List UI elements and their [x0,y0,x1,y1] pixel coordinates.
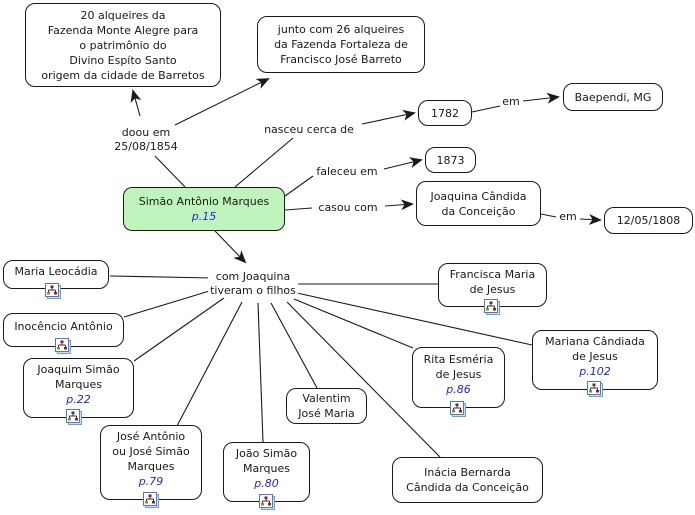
concept-spouse[interactable] [416,181,541,226]
concept-text: 12/05/1808 [616,214,681,227]
concept-text: José Maria [298,407,355,420]
edge-casou-to-spouse [385,204,412,206]
edge-root-to-faleceu-label [285,176,313,196]
page-reference[interactable]: p.86 [446,382,471,396]
concept-text: Marques [54,378,102,391]
page-reference[interactable]: p.102 [579,365,611,378]
concept-map-resource-icon[interactable] [54,338,72,355]
edge-1782-to-em-label [472,106,500,112]
concept-text: Francisco José Barreto [280,53,402,66]
concept-map-resource-icon[interactable] [586,381,604,398]
link-label-nasceu-cerca-de[interactable]: nasceu cerca de [264,123,354,136]
link-label-text: doou em [121,126,171,139]
concept-map-resource-icon[interactable] [449,401,467,418]
edge-filhos-to-joao [258,303,263,442]
concept-text: Divino Espíto Santo [69,53,177,67]
concept-map-resource-icon[interactable] [483,299,501,316]
page-reference[interactable]: p.22 [66,393,91,406]
link-label-doou-em[interactable] [112,126,179,154]
concept-donation[interactable] [25,3,221,87]
concept-fortaleza[interactable] [257,16,425,73]
edge-filhos-to-rita [294,299,413,348]
concept-birth-year[interactable] [418,100,472,126]
edge-filhos-to-maria [110,276,212,278]
concept-text: 1873 [436,153,465,167]
edge-em-to-baependi [523,97,558,101]
edge-root-to-doou-label [155,156,185,187]
concept-jose-antonio-marques[interactable] [100,425,202,500]
concept-text: Marques [242,462,290,475]
link-label-casou-com[interactable]: casou com [318,201,378,214]
concept-text: Mariana Cândiada [545,335,645,348]
link-label-text: 25/08/1854 [114,140,178,153]
concept-map-resource-icon[interactable] [142,492,160,509]
edge-em-to-marriage-date [580,219,600,220]
link-label-com-joaquina-tiveram[interactable] [208,270,298,298]
edge-root-to-filhos-label [215,231,245,262]
concept-text: Marques [127,460,175,473]
concept-valentim-jose-maria[interactable] [286,388,367,424]
edge-nasceu-to-1782 [362,113,414,124]
edge-filhos-to-jose [177,302,242,426]
concept-text: 1782 [431,106,459,120]
link-label-faleceu-em[interactable]: faleceu em [316,165,378,178]
concept-text: João Simão [235,447,298,460]
edge-filhos-to-joaquim [134,298,224,361]
concept-text: Baependi, MG [574,90,652,104]
edge-doou-to-donation [133,91,140,116]
concept-death-year[interactable] [425,147,476,173]
concept-rita-esmeria[interactable] [412,347,505,408]
concept-text: ou José Simão [112,445,190,458]
concept-text: Rita Esméria [423,352,494,366]
concept-text: Cândida da Conceição [406,481,529,494]
page-reference[interactable]: p.80 [254,477,279,490]
link-label-text: tiveram o filhos [210,284,296,297]
concept-text: Inocêncio Antônio [14,320,113,333]
concept-text: junto com 26 alqueires [277,23,405,36]
link-label-em-birth[interactable]: em [502,95,520,108]
concept-root-simao-antonio-marques[interactable] [123,187,285,231]
concept-text: Valentim [302,392,351,405]
concept-text: da Conceição [441,204,516,218]
concept-text: o patrimônio do [79,38,167,52]
page-reference[interactable]: p.15 [191,210,217,223]
concept-text: Joaquim Simão [37,363,120,376]
concept-text: Fazenda Monte Alegre para [47,23,199,37]
concept-map-resource-icon[interactable] [258,494,276,511]
link-label-em-marriage[interactable]: em [559,210,577,223]
concept-map-resource-icon[interactable] [44,283,62,300]
concept-text: 20 alqueires da [80,8,166,22]
edge-root-to-casou-label [285,208,312,210]
edge-filhos-to-valentim [271,303,317,388]
link-label-text: com Joaquina [215,270,291,283]
concept-map-resource-icon[interactable] [65,409,83,426]
concept-text: de Jesus [435,367,482,381]
edge-spouse-to-em-label [541,214,556,217]
concept-text: de Jesus [469,282,516,296]
concept-text: de Jesus [572,350,618,363]
concept-text: Simão Antônio Marques [138,195,270,208]
edge-root-to-nasceu-label [235,138,293,187]
concept-text: Joaquina Cândida [430,189,527,203]
concept-inacia-bernarda[interactable] [392,457,543,503]
concept-text: Maria Leocádia [14,264,98,278]
concept-joao-simao-marques[interactable] [223,442,310,502]
concept-marriage-date[interactable] [604,207,693,234]
page-reference[interactable]: p.79 [138,475,164,488]
edge-faleceu-to-1873 [384,160,421,169]
concept-text: origem da cidade de Barretos [41,68,205,82]
concept-text: José Antônio [116,430,186,443]
concept-text: da Fazenda Fortaleza de [274,38,408,51]
concept-text: Francisca Maria [449,267,536,281]
concept-birthplace[interactable] [563,83,663,111]
concept-text: Inácia Bernarda [424,466,511,479]
